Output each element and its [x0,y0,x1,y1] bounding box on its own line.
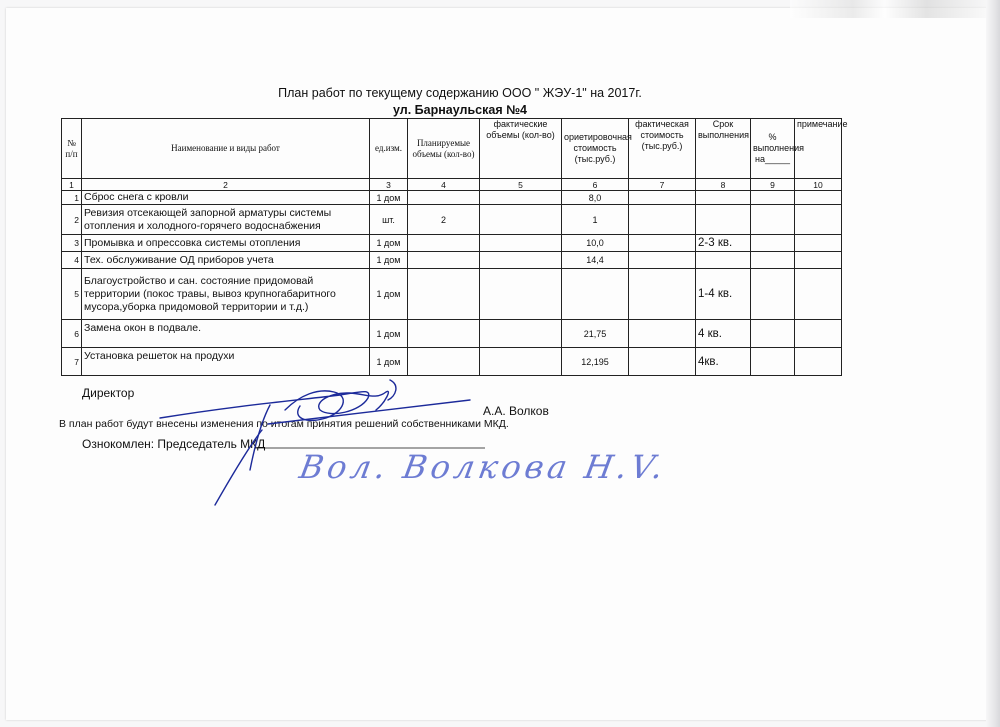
col-header-fact-cost: фактическая стоимость (тыс.руб.) [629,119,696,179]
col-number: 3 [370,179,408,191]
row-number: 1 [62,191,82,205]
director-label: Директор [82,386,135,400]
row-cost: 1 [562,205,629,235]
col-header-name: Наименование и виды работ [82,119,370,179]
acquainted-label: Ознокомлен: Председатель МКД [82,437,266,451]
col-header-percent: % выполнения на_____ [751,119,795,179]
row-work-name: Благоустройство и сан. состояние придомовай территории (покос травы, вывоз крупногабаритного мусора,уборка придомовой территории и т.д.) [82,269,370,320]
col-header-unit: ед.изм. [370,119,408,179]
row-work-name: Ревизия отсекающей запорной арматуры системы отопления и холодного-горячего водоснабжения [82,205,370,235]
row-cost: 14,4 [562,252,629,269]
col-header-term: Срок выполнения [696,119,751,179]
col-header-no: № п/п [62,119,82,179]
col-header-plan: Планируемые объемы (кол-во) [408,119,480,179]
row-term: 1-4 кв. [696,269,751,320]
row-unit: 1 дом [370,191,408,205]
row-unit: 1 дом [370,269,408,320]
document-subtitle: ул. Барнаульская №4 [393,103,527,117]
col-number: 4 [408,179,480,191]
row-number: 2 [62,205,82,235]
row-unit: шт. [370,205,408,235]
row-work-name: Промывка и опрессовка системы отопления [82,235,370,252]
row-plan: 2 [408,205,480,235]
row-unit: 1 дом [370,320,408,348]
row-term: 2-3 кв. [696,235,751,252]
col-number: 2 [82,179,370,191]
row-work-name: Установка решеток на продухи [82,348,370,376]
row-number: 3 [62,235,82,252]
col-number: 5 [480,179,562,191]
col-header-note: примечание [795,119,842,179]
row-unit: 1 дом [370,348,408,376]
row-cost: 8,0 [562,191,629,205]
row-number: 6 [62,320,82,348]
row-term: 4 кв. [696,320,751,348]
col-header-cost: ориетировочная стоимость (тыс.руб.) [562,119,629,179]
col-number: 1 [62,179,82,191]
col-number: 8 [696,179,751,191]
row-cost: 10,0 [562,235,629,252]
col-number: 10 [795,179,842,191]
row-work-name: Тех. обслуживание ОД приборов учета [82,252,370,269]
row-unit: 1 дом [370,252,408,269]
row-cost: 21,75 [562,320,629,348]
row-term: 4кв. [696,348,751,376]
handwritten-acquaintance: Вол. Волкова Н.V. [296,448,671,486]
row-number: 7 [62,348,82,376]
col-number: 6 [562,179,629,191]
director-name: А.А. Волков [483,404,549,418]
row-number: 4 [62,252,82,269]
row-number: 5 [62,269,82,320]
document-title: План работ по текущему содержанию ООО " ЖЭУ-1" на 2017г. [278,86,642,100]
row-cost: 12,195 [562,348,629,376]
col-number: 7 [629,179,696,191]
col-number: 9 [751,179,795,191]
row-work-name: Замена окон в подвале. [82,320,370,348]
row-work-name: Сброс снега с кровли [82,191,370,205]
footnote: В план работ будут внесены изменения по итогам принятия решений собственниками МКД. [59,418,509,430]
col-header-fact: фактические объемы (кол-во) [480,119,562,179]
row-unit: 1 дом [370,235,408,252]
